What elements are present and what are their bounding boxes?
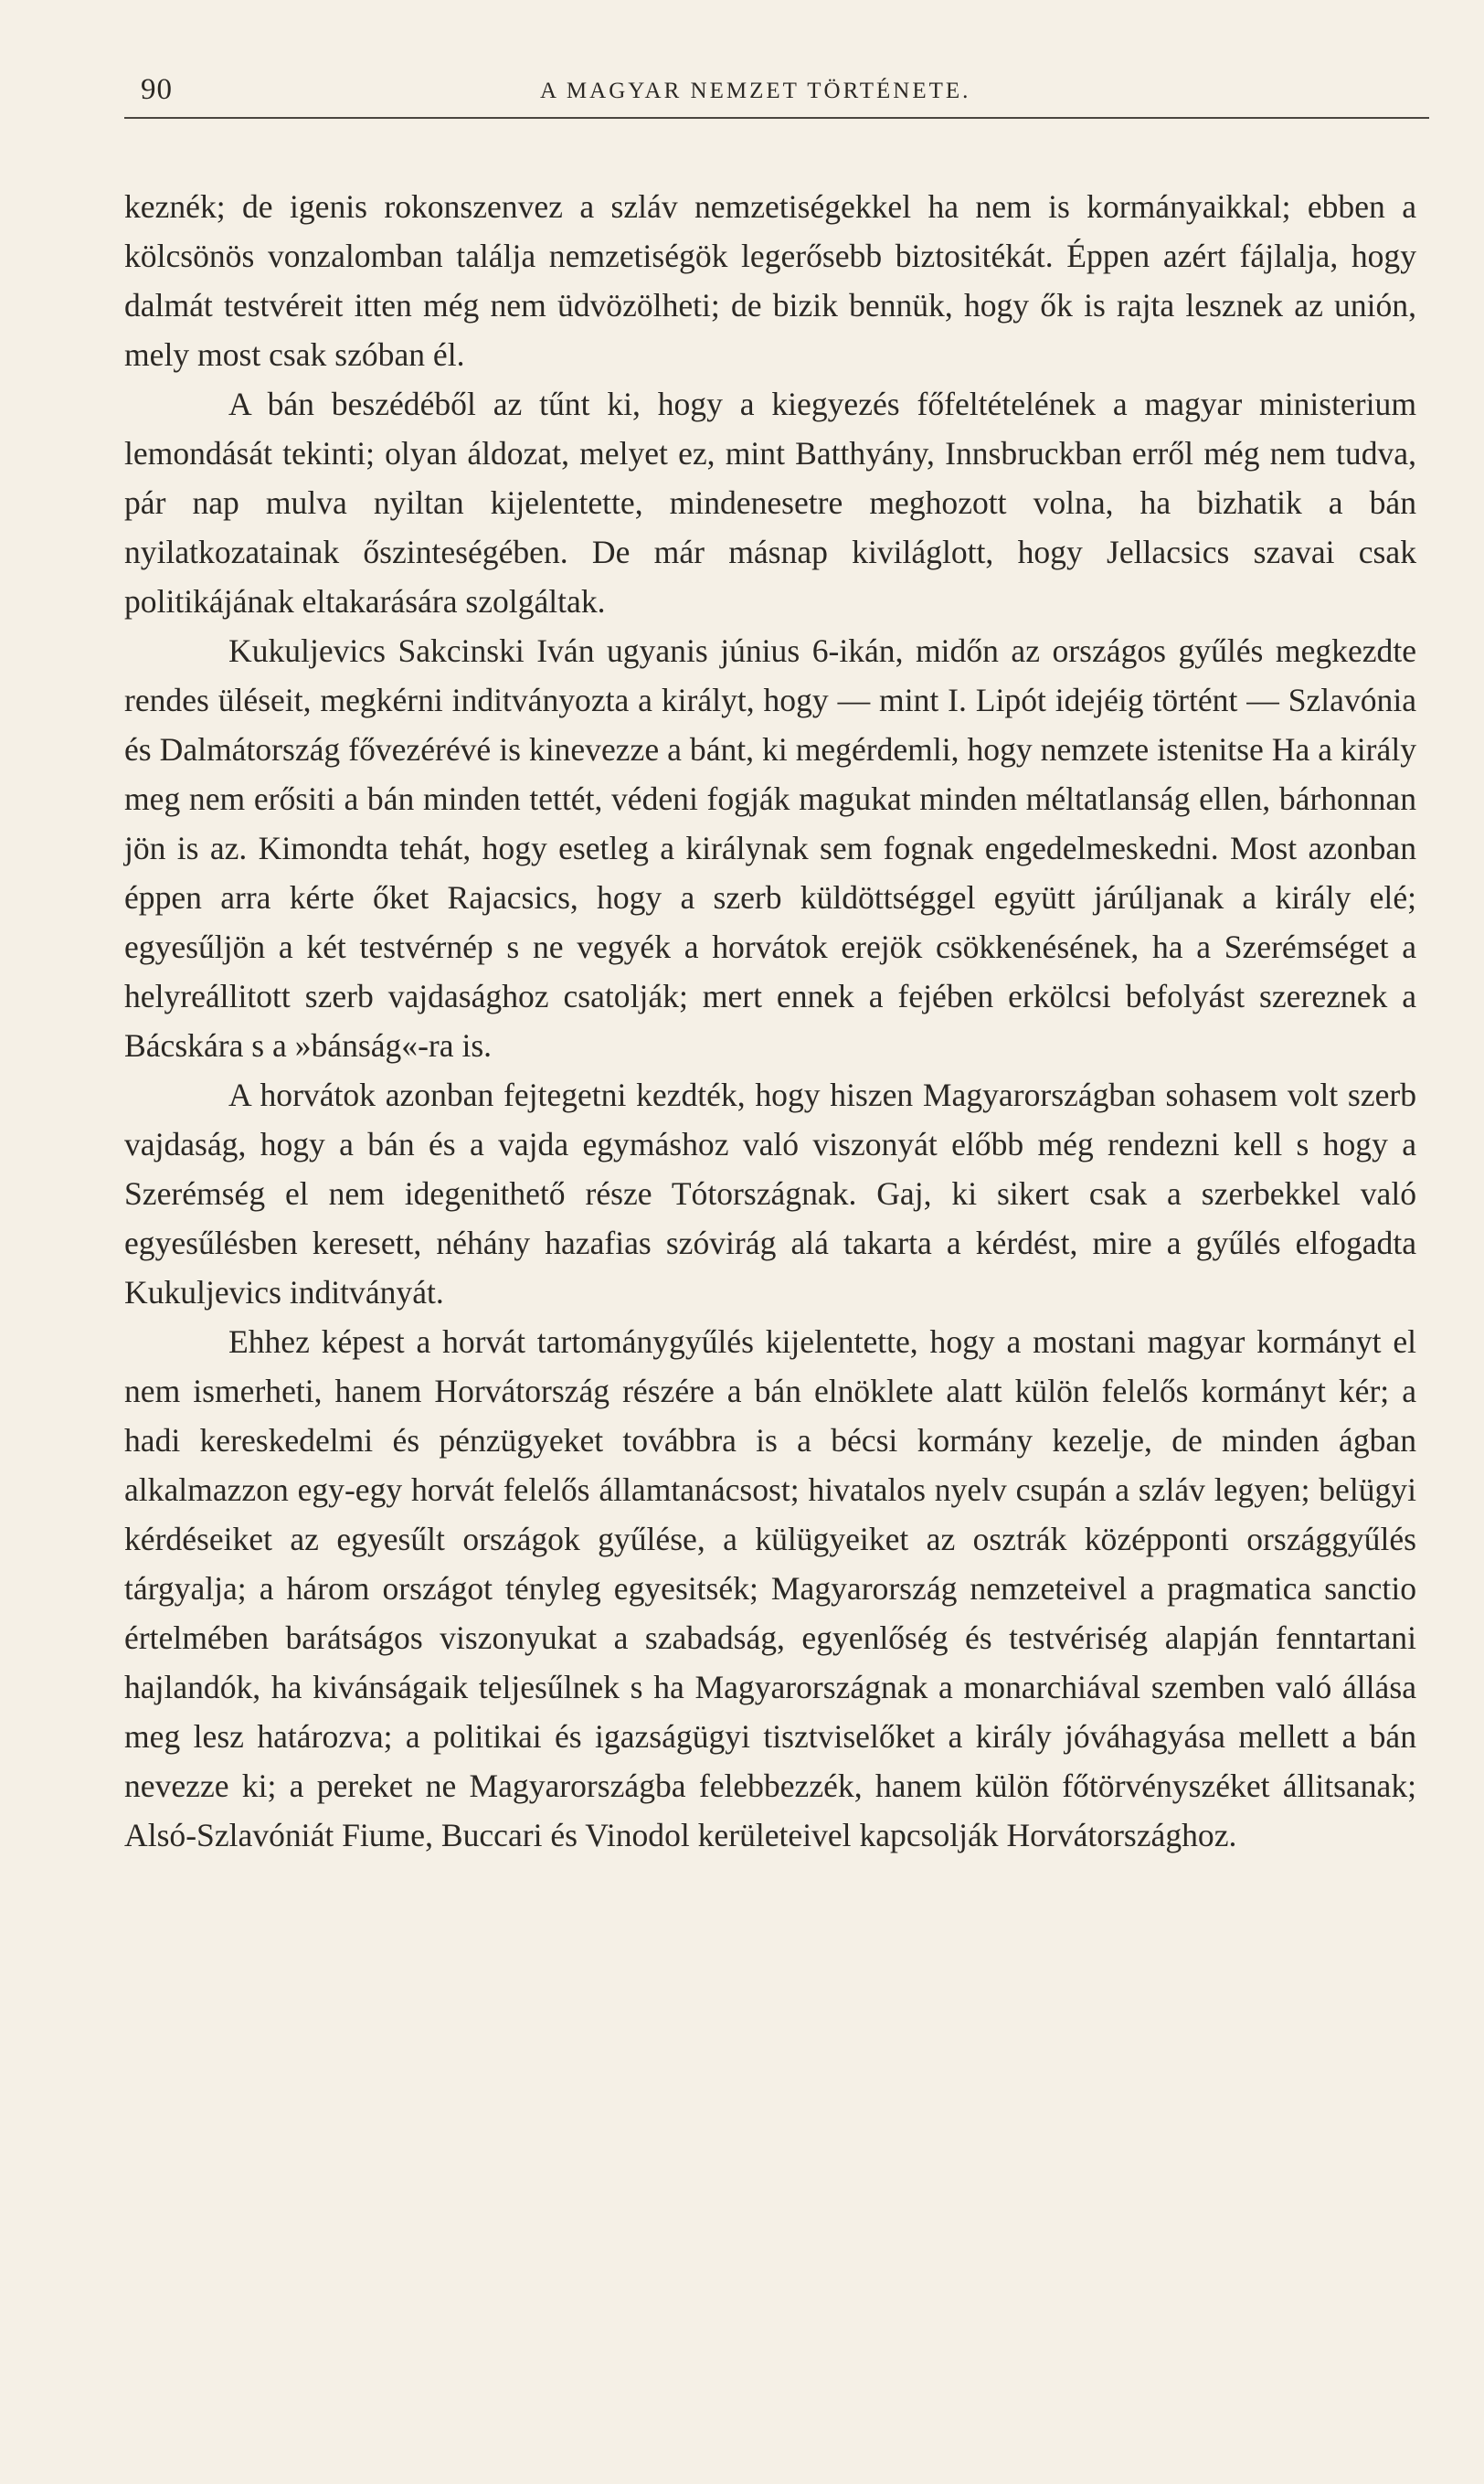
header-rule [124,117,1429,119]
paragraph-kukuljevics: Kukuljevics Sakcinski Iván ugyanis június 6-ikán, midőn az országos gyűlés megkezdte rendes üléseit, megkérni inditványozta a királyt, hogy — mint I. Lipót idejéig történt — Szlavónia és Dalmátország fővezérévé is kinevezze a bánt, ki megérdemli, hogy nemzete istenitse Ha a király meg nem erősiti a bán minden tettét, védeni fogják magukat minden méltatlanság ellen, bárhonnan jön is az. Kimondta tehát, hogy esetleg a királynak sem fognak engedelmeskedni. Most azonban éppen arra kérte őket Rajacsics, hogy a szerb küldöttséggel együtt járúljanak a király elé; egyesűljön a két testvérnép s ne vegyék a horvátok erejök csökkenésének, ha a Szerémséget a helyreállitott szerb vajdasághoz csatolják; mert ennek a fejében erkölcsi befolyást szereznek a Bácskára s a »bánság«-ra is. [124,632,1416,1064]
body-text [124,182,1416,1860]
page-number: 90 [141,73,173,106]
paragraph-tartomanygyules: Ehhez képest a horvát tartománygyűlés kijelentette, hogy a mostani magyar kormányt el nem ismerheti, hanem Horvátország részére a bán elnöklete alatt külön felelős kormányt kér; a hadi kereskedelmi és pénzügyeket továbbra is a bécsi kormány kezelje, de minden ágban alkalmazzon egy-egy horvát felelős államtanácsost; hivatalos nyelv csupán a szláv legyen; belügyi kérdéseiket az egyesűlt országok gyűlése, a külügyeiket az osztrák középponti országgyűlés tárgyalja; a három országot tényleg egyesitsék; Magyarország nemzeteivel a pragmatica sanctio értelmében barátságos viszonyukat a szabadság, egyenlőség és testvériség alapján fenntartani hajlandók, ha kivánságaik teljesűlnek s ha Magyarországnak a monarchiával szemben való állása meg lesz határozva; a politikai és igazságügyi tisztviselőket a király jóváhagyása mellett a bán nevezze ki; a pereket ne Magyarországba felebbezzék, hanem külön főtörvényszéket állitsanak; Alsó-Szlavóniát Fiume, Buccari és Vinodol kerületeivel kapcsolják Horvátországhoz. [124,1323,1416,1853]
running-title: A MAGYAR NEMZET TÖRTÉNETE. [540,79,971,103]
running-head [124,69,1429,124]
paragraph-continuation: keznék; de igenis rokonszenvez a szláv nemzetiségekkel ha nem is kormányaikkal; ebben a kölcsönös vonzalomban találja nemzetiségök legerősebb biztositékát. Éppen azért fájlalja, hogy dalmát testvéreit itten még nem üdvözölheti; de bizik bennük, hogy ők is rajta lesznek az unión, mely most csak szóban él. [124,188,1416,373]
paragraph-ban-speech: A bán beszédéből az tűnt ki, hogy a kiegyezés főfeltételének a magyar ministerium lemondását tekinti; olyan áldozat, melyet ez, mint Batthyány, Innsbruckban erről még nem tudva, pár nap mulva nyiltan kijelentette, mindenesetre meghozott volna, ha bizhatik a bán nyilatkozatainak őszinteségében. De már másnap kiviláglott, hogy Jellacsics szavai csak politikájának eltakarására szolgáltak. [124,386,1416,620]
paragraph-horvatok: A horvátok azonban fejtegetni kezdték, hogy hiszen Magyarországban sohasem volt szerb vajdaság, hogy a bán és a vajda egymáshoz való viszonyát előbb még rendezni kell s hogy a Szerémség el nem idegenithető része Tótországnak. Gaj, ki sikert csak a szerbekkel való egyesűlésben keresett, néhány hazafias szóvirág alá takarta a kérdést, mire a gyűlés elfogadta Kukuljevics inditványát. [124,1077,1416,1311]
